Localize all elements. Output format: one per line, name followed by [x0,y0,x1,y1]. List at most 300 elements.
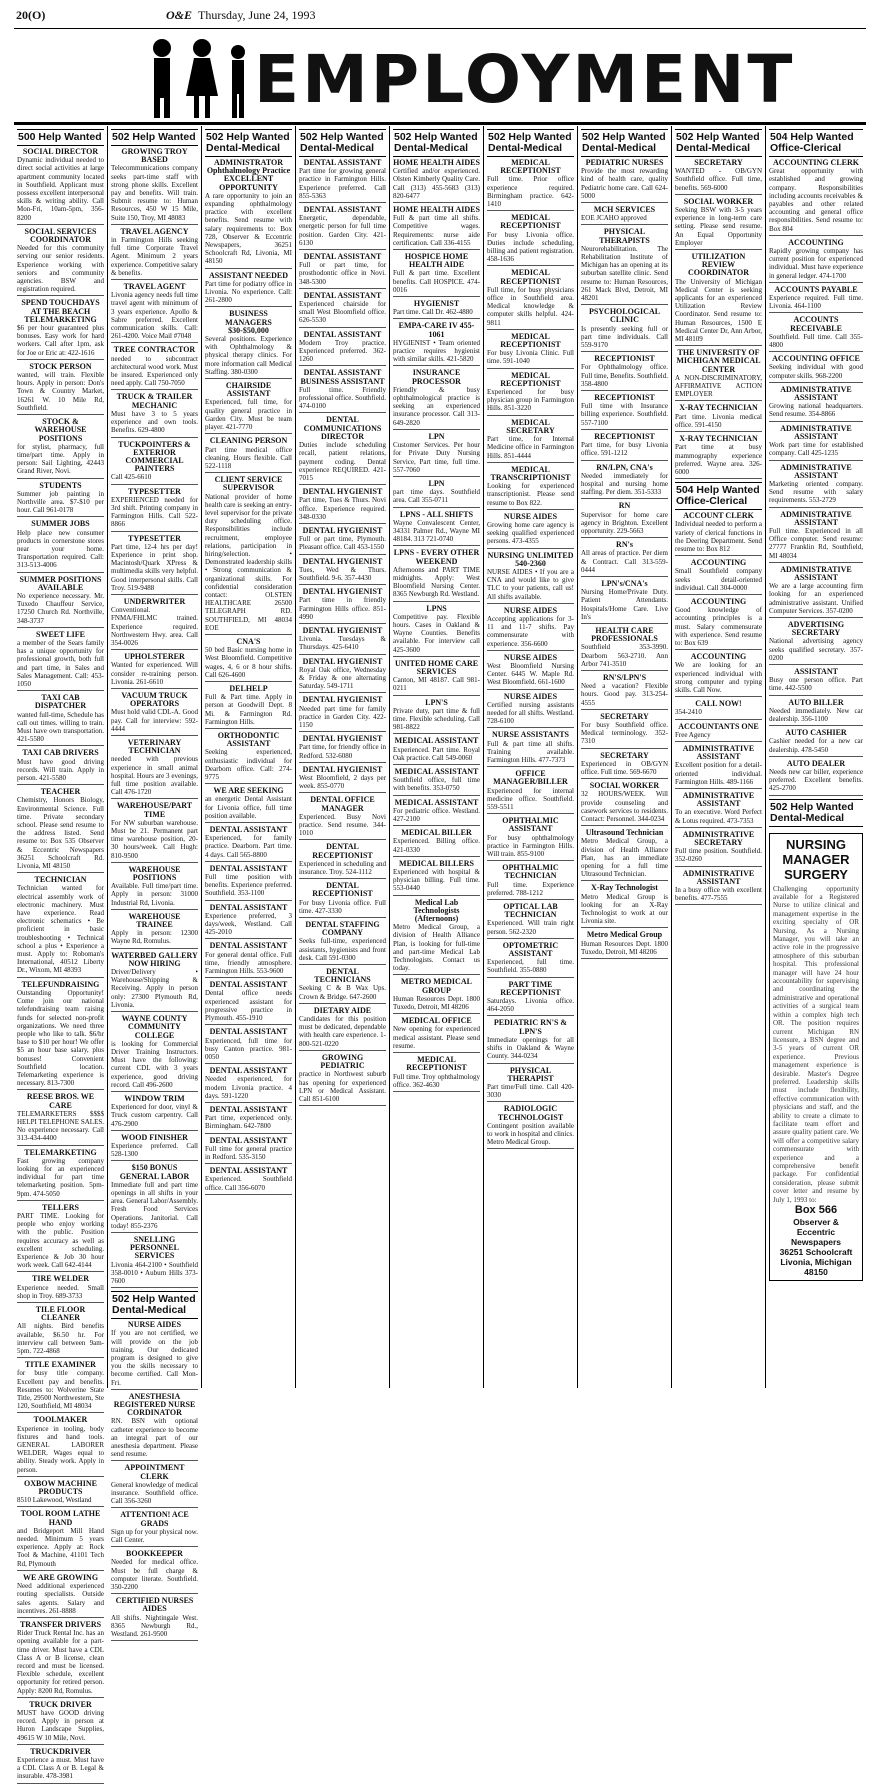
classified-ad [205,865,292,901]
ad-body: Livonia. Tuesdays & Thursdays. 425-6410 [299,635,386,652]
ad-body: Experienced. Busy Novi practice. Send resume. 344-1010 [299,812,386,838]
ad-title: NURSE AIDES [127,1320,182,1330]
classified-ad [393,511,480,547]
classified-ad [17,749,104,785]
ad-title: TRUCKDRIVER [30,1746,91,1756]
classified-ad [205,638,292,682]
classified-ad [393,1017,480,1053]
ad-body: 8510 Lakewood, Westland [17,1496,92,1505]
ad-title: LPNS - ALL SHIFTS [399,509,474,519]
ad-body: National advertising agency seeks qualified secretary. 357-0200 [769,637,863,662]
classified-ad [111,441,198,485]
ad-body: Experience preferred, 3 days/week, Westland. Call 425-2010 [205,911,292,937]
classified-ad [205,382,292,434]
ad-title: REESE BROS. WE CARE [26,1092,95,1110]
ad-body: Part time medical office cleaning. Hours flexible. Call 522-1118 [205,445,292,470]
ad-title: DIETARY AIDE [313,1005,372,1015]
ad-title: TOOL ROOM LATHE HAND [20,1509,101,1527]
classified-ad [111,1393,198,1462]
classified-ad [581,713,668,749]
ad-body: Part time in friendly Farmington Hills office. 851-4990 [299,596,386,621]
classified-ad [393,829,480,857]
ad-title: TRAVEL AGENCY [120,226,189,236]
ad-title: TILE FLOOR CLEANER [35,1305,86,1323]
classified-ad [581,752,668,780]
classified-ad [675,870,762,906]
feature-addr1: 36251 Schoolcraft [779,1247,853,1258]
ad-body: If you are not certified, we will provide on the job training. Our dedicated program is designed to give you the skills necessary to become certified. Call Mon-Fri. [111,1329,198,1387]
ad-body: Several positions. Experience with Ophthalmology & physical therapy clinics. For more information call Medical Staffing. 380-0300 [205,335,292,376]
ad-body: Must hold valid CDL-A. Good pay. Call for interview: 592-4444 [111,708,198,733]
ad-title: CERTIFIED NURSES AIDES [115,1596,194,1614]
classified-ad [487,770,574,814]
ad-body: Part time, Tues & Thurs. Novi office. Experience required. 348-0330 [299,496,386,521]
ad-title: X-Ray Technologist [591,883,658,893]
ad-title: ATTENTION! ACE GRADS [120,1510,189,1528]
classified-ad [17,1149,104,1201]
ad-body: Competitive pay. Flexible hours. Cases in Oakland & Wayne Counties. Benefits available. For interview call 425-3600 [393,612,480,654]
classified-ad [487,731,574,767]
ad-title: GROWING PEDIATRIC [320,1052,365,1071]
ad-body: Experience needed. Small shop in Troy. 689-3733 [17,1283,104,1300]
ad-title: ADMINISTRATIVE ASSISTANT [682,791,755,809]
ad-body: Customer Services. Per hour for Private Duty Nursing Service, Part time, full time. 557-7060 [393,441,480,474]
ad-body: Great opportunity with established and growing company. Responsibilities including accounts receivables & payables and other related accounting and general office responsibilities. Send resume to: Box 804 [769,167,863,233]
ad-body: Livonia 464-2100 • Southfield 358-0010 • Auburn Hills 373-7600 [111,1260,198,1285]
ad-title: SUMMER JOBS [31,519,90,529]
ad-body: Experienced with hospital & physician billing. Full time. 553-0440 [393,868,480,893]
classified-ad [769,464,863,508]
ad-body: Afternoons and PART TIME midnights. Apply: West Bloomfield Nursing Center. 8365 Newburgh Rd. Westland. [393,565,480,599]
classified-ad [299,1054,386,1106]
ad-body: for stylist, pharmacy, full time/part time. Apply in person: Sail Lighting, 42443 Grand River, Novi. [17,442,104,476]
ad-body: Livonia agency needs full time travel agent with minimum of 3 years experience. Apollo & Sabre preferred. Excellent communication skills. Call: 261-4200. Voice Mail #7048 [111,291,198,341]
classified-ad [111,283,198,343]
ad-body: Full time position. Southfield. 352-0260 [675,847,762,864]
ad-body: Outstanding Opportunity! Come join our national telefundraising team raising funds for selected non-profit organizations. We need three people who like to talk. $6/hr base to $10 per hour! We offer $5 an hour base salary, plus bonuses! Convenient Southfield location. Telemarketing experience is necessary. 813-7300 [17,988,104,1088]
ad-title: X-RAY TECHNICIAN [679,434,758,444]
ad-body: Experienced in OB/GYN office. Full time. 569-6670 [581,759,668,776]
ad-title: HOSPICE HOME HEALTH AIDE [404,252,469,270]
ad-body: for busy title company. Excellent pay and benefits. Resumes to: Wolverine State Title, 29500 Northwestern, Ste 120, Southfield, MI 48034 [17,1369,104,1411]
ad-body: Experienced. Billing office. 421-0330 [393,837,480,854]
ad-title: TAXI CAB DISPATCHER [34,693,87,711]
classified-ad [393,978,480,1014]
ad-body: Need additional experienced routing specialists. Outside sales agents. Salary and incentives. 261-8888 [17,1582,104,1615]
ad-title: DENTAL HYGIENIST [302,695,383,705]
ad-title: DENTAL ASSISTANT [209,1066,288,1076]
classified-ad [17,1748,104,1784]
ad-title: RN [618,501,631,511]
ad-title: MEDICAL RECEPTIONIST [500,158,561,176]
classified-ad [17,694,104,746]
classified-ad [675,831,762,867]
category-subheading: 502 Help Wanted Dental-Medical [769,799,863,827]
people-figures-logo [134,34,254,120]
ad-body: For pediatric office. Westland. 427-2100 [393,806,480,824]
ad-body: Experience preferred. Call 528-1300 [111,1141,198,1159]
ad-title: TOOLMAKER [33,1415,88,1425]
ad-title: ACCOUNTING OFFICE [772,354,860,364]
classified-ad [299,416,386,485]
ad-title: AUTO BILLER [788,697,844,707]
ad-title: ADMINISTRATIVE ASSISTANT [780,462,852,480]
ad-body: Saturdays. Livonia office. 464-2050 [487,997,574,1014]
ad-body: Full time for general practice in Redford. 535-3150 [205,1144,292,1161]
ad-body: part time days. Southfield area. Call 355-0711 [393,488,480,505]
ad-title: WAREHOUSE/PART TIME [116,801,193,819]
classified-ad [581,580,668,624]
ad-body: National provider of home health care is seeking an entry-level supervisor for the private duty scheduling office. Responsibilities include recruitment, employee relations, participation in hiring/selection. • Demonstrated leadership skills • Strong communication & organizational skills. For confidential consideration contact: OLSTEN HEALTHCARE 26500 TELEGRAPH RD. SOUTHFIELD, MI 48034 EOE [205,492,292,632]
classified-ad [769,668,863,696]
feature-title: NURSING MANAGER SURGERY [782,836,850,882]
ad-body: Immediate openings for all shifts in Oakland & Wayne County. 344-0234 [487,1035,574,1061]
ad-title: ACCOUNTING [690,558,747,568]
ad-body: Fast growing company looking for an experienced individual for part time telemarketing position. 5pm-9pm. 474-5050 [17,1156,104,1198]
classified-ad [299,292,386,328]
feature-addr2: Livonia, Michigan 48150 [780,1257,852,1278]
classified-ad [393,322,480,366]
ad-title: ORTHODONTIC ASSISTANT [217,731,280,749]
ad-body: Energetic, dependable, energetic person for full time position. Garden City. 421-6130 [299,214,386,247]
classified-ad [393,253,480,297]
ad-title: ACCOUNTING [690,652,747,662]
classified-ad [675,598,762,650]
ad-title: EMPA-CARE IV 455-1061 [398,321,475,339]
date-text: Thursday, June 24, 1993 [198,8,316,22]
classified-ad [111,1321,198,1390]
feature-org: Observer & Eccentric Newspapers [790,1217,842,1248]
ad-title: ACCOUNTING [788,237,844,247]
ad-body: West Bloomfield, 2 days per week. 855-0770 [299,774,386,791]
classified-ad [17,576,104,628]
classified-ad [205,159,292,269]
ad-title: WE ARE GROWING [22,1572,99,1582]
ad-title: BUSINESS MANAGERS $30-$50,000 [225,309,272,335]
classified-ad [581,502,668,538]
ad-body: Full or part time, Plymouth. Pleasant office. Call 453-1550 [299,535,386,552]
ad-body: Busy one person office. Part time. 442-5500 [769,676,863,693]
ad-body: a member of the Sears family has a unique opportunity for professional growth, both full and part time, in Sales and Sales Management. Call: 453-1050 [17,638,104,688]
ad-title: TRANSFER DRIVERS [19,1619,102,1629]
ad-body: Needed for medical office. Must be full charge & computer literate. Southfield. 350-2200 [111,1558,198,1592]
classified-ad [487,552,574,604]
ad-body: The University of Michigan Medical Center is seeking applicants for an experienced Utilization Review Coordinator. Send resume to: Human Resources, 1500 E Medical Center Dr, Ann Arbor, MI 48109 [675,277,762,344]
ad-title: NURSE AIDES [503,691,558,701]
ad-title: PHYSICAL THERAPISTS [599,227,650,245]
ad-title: ACCOUNTING [690,596,747,606]
ad-title: SECRETARY [600,750,649,760]
classified-ad [393,300,480,319]
ad-title: TITLE EXAMINER [25,1360,96,1370]
ad-title: LPNS - EVERY OTHER WEEKEND [393,548,480,566]
ad-title: SOCIAL SERVICES COORDINATOR [24,226,97,245]
ad-body: Good knowledge of accounting principles is a must. Salary commensurate with experience. Send resume to: Box 639 [675,606,762,647]
classified-ad [675,792,762,828]
ad-title: MEDICAL ASSISTANT [394,767,479,776]
ad-title: WE ARE SEEKING [213,786,284,796]
classified-ad [17,1574,104,1618]
classified-ad [675,745,762,789]
ad-body: is looking for Commercial Driver Training Instructors. Must have the following: current CDL with 3 years experience, good driving record. Call 496-2600 [111,1039,198,1089]
classified-ad [393,369,480,429]
ad-body: Needs new car biller, experience preferred. Excellent benefits. 425-2700 [769,768,863,793]
classified-ad [581,433,668,461]
ad-body: Full time. Experience preferred. 788-1212 [487,880,574,897]
classified-ad [675,512,762,556]
classified-ad [675,159,762,195]
ad-title: WINDOW TRIM [124,1093,185,1103]
ad-body: Experienced, full time. Southfield. 355-0880 [487,958,574,975]
ad-title: RN'S/LPN'S [602,672,647,682]
ad-title: DENTAL ASSISTANT [209,1166,288,1176]
ad-title: ADMINISTRATIVE ASSISTANT [682,743,755,762]
ad-body: Growing national headquarters. Send resume. 354-8866 [769,402,863,419]
ad-title: TELEFUNDRAISING [21,979,100,989]
ad-title: WAREHOUSE POSITIONS [128,864,181,883]
column-6 [484,126,578,1388]
classified-ad [393,480,480,508]
ad-title: TRUCK DRIVER [29,1699,92,1709]
classified-ad [487,942,574,978]
ad-body: Small Southfield company seeks detail-oriented individual. Call 304-0000 [675,567,762,592]
classified-ad [769,511,863,563]
classified-ad [675,253,762,346]
ad-title: VETERINARY TECHNICIAN [127,738,182,756]
classified-ad [205,1067,292,1103]
ad-title: SECRETARY [694,158,743,167]
ad-title: MEDICAL RECEPTIONIST [500,370,561,388]
ad-body: For busy Livonia office. Full time. 427-3330 [299,898,386,915]
classified-ad [205,685,292,729]
ad-body: WANTED - OB/GYN Southfield office. Full time, benefits. 569-6000 [675,167,762,192]
ad-body: wanted full-time, Schedule has call out times. willing to train. Must have own transportation. 421-5580 [17,710,104,744]
ad-title: ADMINISTRATIVE ASSISTANT [780,509,852,527]
classified-ad [393,159,480,203]
classified-ad [487,159,574,211]
ad-title: SOCIAL WORKER [589,781,660,791]
ad-title: NURSE AIDES [503,605,558,615]
classified-ad [581,541,668,577]
classified-ad [17,1204,104,1273]
ad-title: DENTAL HYGIENIST [302,525,383,535]
ad-title: HYGIENIST [413,299,460,309]
ad-title: DENTAL ASSISTANT [209,941,288,951]
classified-ad [111,913,198,949]
ad-title: TECHNICIAN [34,875,87,885]
classified-ad [111,535,198,595]
ad-body: Individual needed to perform a variety of clerical functions in the Deering Department. Send resume to: Box 812 [675,520,762,553]
ad-body: Provide the most rewarding kind of health care, quality Pediatric home care. Call 624-5000 [581,167,668,200]
ad-body: $6 per hour guaranteed plus bonuses. Easy work for hard workers. Call after 1pm, ask for Joe or Eric at: 422-1616 [17,324,104,357]
ad-body: 50 bed Basic nursing home in West Bloomfield. Competitive wages, 4, 6 or 8 hour shifts. Call 626-4600 [205,646,292,679]
classified-ad [581,355,668,391]
ad-body: Rider Truck Rental Inc. has an opening available for a part-time driver. Must have a CDL Class A or B license, clean record and must be licensed. Flexible schedule, excellent opportunity for retired person. Apply: 8200 Rd, Romulus. [17,1629,104,1695]
ad-title: ASSISTANT [794,666,838,676]
classified-ad [299,527,386,555]
ad-body: Part time, for Internal Medicine office in Farmington Hills. 851-4444 [487,435,574,460]
ad-body: For Ophthalmology office. Full time, Benefits. Southfield. 358-4800 [581,363,668,388]
classified-ad [487,1019,574,1063]
ad-body: Experienced, for family practice. Dearborn. Part time. 4 days. Call 565-8800 [205,834,292,859]
ad-title: MEDICAL ASSISTANT [394,736,479,746]
classified-ad [393,549,480,601]
classified-ad [299,588,386,624]
ad-title: PEDIATRIC NURSES [585,158,664,167]
ad-title: DENTAL ASSISTANT [209,1027,288,1037]
ad-body: Dynamic individual needed to direct social activities at large apartment community located in Southfield. Applicant must possess excellent interpersonal skills & writing ability. Call Mon-Fri, 10am-5pm, 356-8200 [17,156,104,222]
ad-body: Neurorehabilitation. The Rehabilitation Institute of Michigan has an opening at its suburban satellite clinic. Send resume to: Human Resources, 261 Mack Blvd, Detroit, MI 48201 [581,244,668,303]
classified-ad [769,699,863,727]
classified-ad [487,864,574,900]
ad-body: MUST have GOOD driving record. Apply in person at Huron Landscape Supplies, 49615 W 10 Mile, Novi. [17,1708,104,1742]
classified-ad [17,1093,104,1145]
ad-body: Is presently seeking full or part time individuals. Call 559-9170 [581,324,668,350]
classified-ad [675,435,762,479]
classified-ad [205,476,292,635]
category-heading: 502 Help Wanted Dental-Medical [299,129,386,157]
classified-ad [487,607,574,651]
column-4 [296,126,390,1388]
ad-title: DENTAL ASSISTANT [209,980,288,990]
ad-title: CNA'S [236,636,261,646]
ad-title: TREE CONTRACTOR [113,345,196,355]
ad-body: Human Resources Dept. 1800 Tuxedo, Detroit, MI 48206 [581,939,668,956]
ad-body: Full time. Experienced in all Office computer. Send resume: 27777 Franklin Rd, Southfield, MI 48034 [769,526,863,560]
classified-ad [111,866,198,910]
category-heading: 504 Help Wanted Office-Clerical [769,129,863,157]
ad-body: Call 425-6610 [111,473,152,482]
classified-ad [393,768,480,796]
ad-title: STUDENTS [39,480,82,490]
column-8 [672,126,766,1388]
ad-title: CHAIRSIDE ASSISTANT [225,381,272,399]
section-title: EMPLOYMENT [254,41,796,118]
ad-title: NURSE AIDES [503,511,558,521]
ad-body: Canton, MI 48187. Call 981-0211 [393,676,480,693]
ad-title: DENTAL TECHNICIANS [314,967,371,985]
classified-ad [487,1105,574,1149]
ad-body: EXPERIENCED needed for 3rd shift. Printing company in Farmington Hills. Call 522-8866 [111,495,198,529]
classified-ad [299,658,386,694]
classified-ad [581,674,668,710]
ad-body: 354-2410 [675,708,702,717]
ad-title: RADIOLOGIC TECHNOLOGIST [497,1104,564,1122]
classified-ad [205,1106,292,1134]
ad-body: needed to subcontract architectural wood work. Must be insured. Experienced only need apply. Call 750-7050 [111,354,198,388]
ad-body: Nursing Home/Private Duty. Patient Attendants. Hospitals/Home Care. Live In's [581,588,668,621]
classified-ad [205,942,292,978]
ad-body: To an executive. Word Perfect & Lotus required. 473-7353 [675,808,762,825]
column-7 [578,126,672,1388]
ad-body: Part time for growing general practice in Farmington Hills. Experience preferred. Call 855-5363 [299,167,386,200]
classified-ad [111,1464,198,1508]
ad-body: and Bridgeport Mill Hand needed. Minimum 5 years experience. Apply at: Rock Tool & Machine, 41101 Tech Rd, Plymouth [17,1526,104,1568]
classified-ad [111,488,198,532]
classified-ad [299,331,386,367]
ad-body: No experience necessary. Mr. Tuxedo Chauffeur Service, 17250 Church Rd. Northville, 348-3737 [17,591,104,625]
page-header [14,6,866,29]
ad-title: DENTAL RECEPTIONIST [312,881,373,899]
ad-title: BOOKKEEPER [126,1549,183,1559]
classified-ad [299,159,386,203]
classified-ad [299,206,386,250]
ad-body: Tues, Wed & Thurs. Southfield. 9-6. 357-4430 [299,565,386,582]
ad-body: Full & Part time. Apply in person at Goodwill Dept. 8 Mi. & Farmington Rd. Farmington Hills. [205,693,292,726]
ad-body: Candidates for this position must be dedicated, dependable with health care experience. 1-800-521-0220 [299,1015,386,1048]
ad-title: DENTAL HYGIENIST [302,587,383,597]
classified-ad [17,1701,104,1745]
ad-title: DENTAL ASSISTANT BUSINESS ASSISTANT [300,368,385,386]
classified-ad [17,1510,104,1570]
ad-body: Need a vacation? Flexible hours. Good pay. 313-254-4555 [581,682,668,707]
ad-body: Part time at busy mammography experience preferred. Wayne area. 326-6000 [675,443,762,476]
ad-body: Dental office needs experienced assistant for progressive practice in Plymouth. 455-1910 [205,989,292,1023]
ad-body: Part time for podiatry office in Livonia. No experience. Call: 261-2800 [205,279,292,305]
ad-title: MEDICAL RECEPTIONIST [406,1055,467,1073]
ad-title: STOCK PERSON [29,361,92,371]
category-heading: 502 Help Wanted Dental-Medical [205,129,292,157]
ad-body: Needed immediately for hospital and nursing home staffing. Per diem. 351-5333 [581,471,668,497]
ad-title: RN's [616,540,633,550]
ad-title: ADMINISTRATIVE SECRETARY [682,829,755,848]
classified-ad [17,1306,104,1358]
classified-ad [393,660,480,696]
ad-body: EOE JCAHO approved [581,214,647,223]
ad-body: Seeking BSW with 3-5 years experience in long-term care setting. Please send resume. An Equal Opportunity Employer [675,206,762,247]
ad-title: OFFICE MANAGER/BILLER [493,769,568,787]
classified-ad [487,981,574,1017]
classified-ad [675,349,762,401]
classified-ad [205,787,292,823]
ad-body: Full time with Insurance billing experience. Southfield. 557-7100 [581,402,668,427]
classified-ad [581,228,668,305]
classified-ad [111,393,198,437]
classified-ad [675,404,762,432]
category-heading: 502 Help Wanted Dental-Medical [393,129,480,157]
ad-title: MEDICAL ASSISTANT [394,797,479,807]
ad-body: 32 HOURS/WEEK. Will provide counseling and casework services to residents. Contact: Personnel. 344-0234 [581,790,668,824]
classified-ad [299,558,386,586]
ad-body: needed with previous experience in small animal hospital. Hours are 3 evenings, full time position available. Call 476-1720 [111,755,198,797]
ad-body: Experienced for busy physician group in Farmington Hills. 851-3220 [487,388,574,413]
classified-ad [581,206,668,225]
ad-body: Full time. Troy ophthalmology office. 362-4630 [393,1072,480,1089]
classified-ad [17,520,104,572]
ad-body: Southfield office, full time with benefits. 353-0750 [393,776,480,793]
ad-body: Friendly & busy ophthalmological practice is seeking an experienced insurance processor. Call 313-649-2820 [393,385,480,427]
classified-ad [111,1550,198,1594]
issue-date [166,8,316,23]
ad-title: DENTAL ASSISTANT [303,290,382,300]
ad-body: Part time, for friendly office in Redford. 532-6080 [299,743,386,760]
ad-body: All areas of practice. Per diem & Contract. Call 313-559-0444 [581,549,668,574]
classified-ad [17,788,104,873]
ad-title: DENTAL ASSISTANT [209,1104,288,1114]
ad-title: SPEND TOUCHDAYS AT THE BEACH TELEMARKETING [21,298,100,324]
classified-ad [769,425,863,461]
ad-title: Ultrasound Technician [585,828,664,838]
ad-body: Experienced for internal medicine office. Southfield. 559-5511 [487,786,574,812]
classified-ad [111,653,198,689]
classified-ad [393,206,480,250]
classified-ad [299,1007,386,1051]
ad-title: TAXI CAB DRIVERS [22,748,99,758]
ad-title: SOCIAL WORKER [683,196,754,206]
ad-body: Excellent position for a detail-oriented individual. Farmington Hills. 489-1166 [675,761,762,786]
ad-body: Must have 3 to 5 years experience and own tools. Benefits. 629-4800 [111,409,198,435]
classified-ad [17,981,104,1091]
